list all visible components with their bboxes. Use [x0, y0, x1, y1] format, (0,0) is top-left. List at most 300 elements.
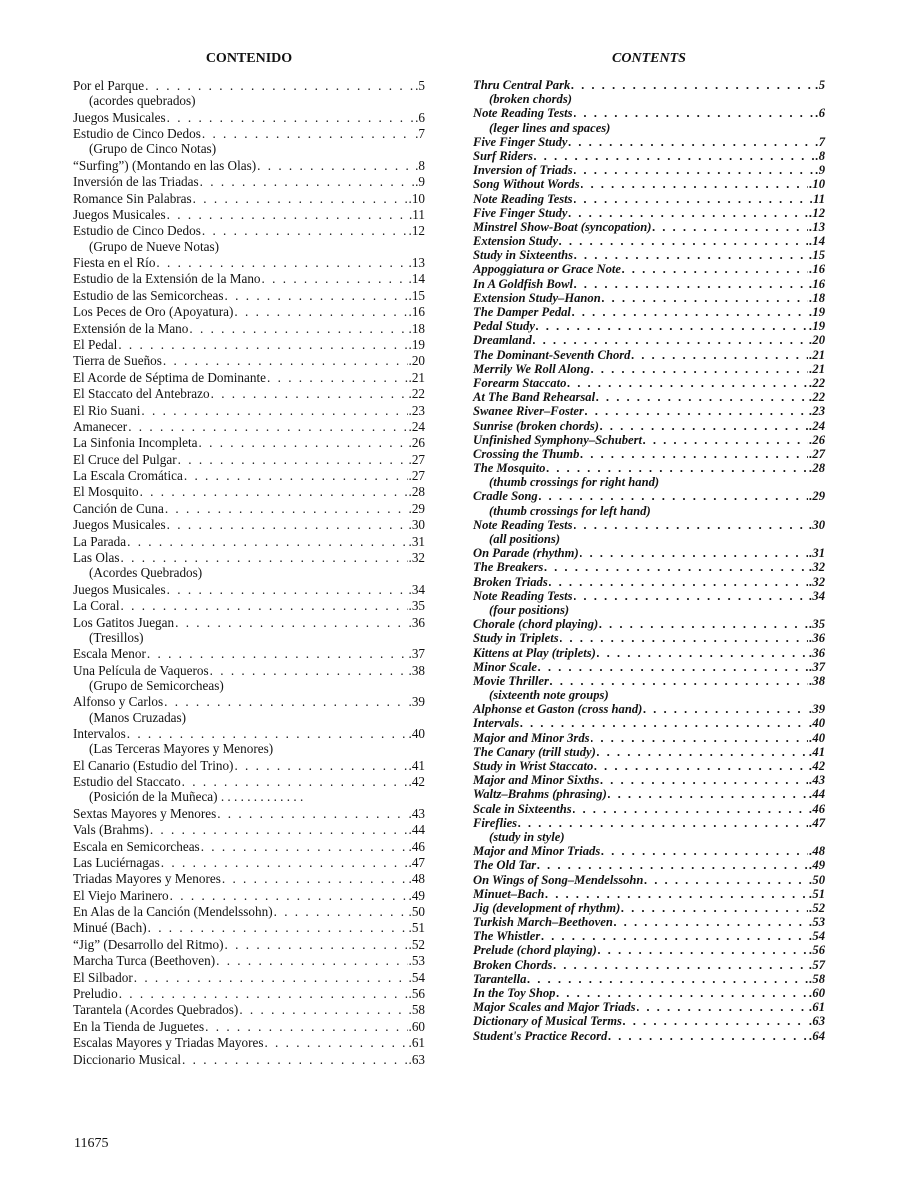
entry-title: Scale in Sixteenths [473, 801, 572, 816]
entry-title: The Whistler [473, 929, 541, 944]
entry-title: Juegos Musicales [73, 517, 166, 533]
dot-leader [148, 920, 408, 935]
dot-leader [560, 631, 809, 645]
page-number: .37 [408, 646, 425, 662]
toc-entry [473, 560, 825, 574]
entry-title: Fiesta en el Río [73, 255, 156, 271]
page-number: .32 [408, 550, 425, 566]
toc-line [73, 304, 425, 319]
toc-entry [73, 806, 425, 821]
toc-entry [473, 220, 825, 234]
entry-title: La Parada [73, 533, 127, 549]
toc-line [473, 773, 825, 787]
toc-entry [473, 419, 825, 433]
page-number: .5 [415, 78, 425, 93]
toc-line [73, 321, 425, 336]
entry-title: Prelude (chord playing) [473, 943, 597, 958]
toc-entry [473, 674, 825, 702]
entry-title: Major Scales and Major Triads [473, 1000, 636, 1015]
dot-leader [568, 135, 814, 149]
toc-entry [473, 106, 825, 134]
entry-title: Triadas Mayores y Menores [73, 871, 221, 887]
toc-entry [473, 929, 825, 943]
toc-line [473, 674, 825, 688]
entry-title: Alphonse et Gaston (cross hand) [473, 702, 643, 717]
dot-leader [574, 248, 808, 262]
toc-entry [473, 702, 825, 716]
toc-entry [473, 546, 825, 560]
english-contents-column [473, 48, 825, 1043]
toc-line [73, 501, 425, 516]
entry-title: Vals (Brahms) [73, 822, 149, 838]
page-number: .9 [815, 163, 825, 178]
toc-entry [73, 207, 425, 222]
toc-line [73, 1002, 425, 1017]
dot-leader [608, 787, 808, 801]
toc-line [73, 694, 425, 709]
toc-line [73, 920, 425, 935]
dot-leader [182, 1052, 407, 1067]
entry-title: Surf Riders [473, 148, 533, 163]
dot-leader [614, 915, 808, 929]
toc-entry [73, 452, 425, 467]
dot-leader [234, 758, 407, 773]
page-number: .53 [408, 953, 425, 969]
toc-line [73, 871, 425, 886]
dot-leader [623, 1014, 808, 1028]
toc-entry [73, 726, 425, 757]
dot-leader [199, 435, 408, 450]
page-number: .22 [809, 390, 825, 405]
toc-entry [473, 617, 825, 631]
spanish-entry-list [73, 78, 425, 1067]
toc-line [73, 517, 425, 532]
page-number: .54 [809, 929, 825, 944]
toc-line [73, 615, 425, 630]
entry-title: “Jig” (Desarrollo del Ritmo) [73, 936, 224, 952]
dot-leader [167, 207, 408, 222]
toc-line [73, 78, 425, 93]
dot-leader [608, 1029, 808, 1043]
entry-title: Pedal Study [473, 319, 535, 334]
entry-title: El Cruce del Pulgar [73, 451, 177, 467]
page-number: .7 [415, 126, 425, 142]
toc-entry [473, 192, 825, 206]
toc-entry [473, 873, 825, 887]
dot-leader [222, 871, 408, 886]
page-number: .63 [408, 1051, 425, 1067]
dot-leader [527, 972, 808, 986]
toc-line [473, 106, 825, 120]
page-number: .51 [408, 920, 425, 936]
entry-title: Study in Sixteenths [473, 248, 574, 263]
dot-leader [571, 78, 814, 92]
dot-leader [553, 958, 808, 972]
toc-entry [473, 631, 825, 645]
page-number: .16 [408, 304, 425, 320]
dot-leader [141, 403, 407, 418]
toc-entry [473, 958, 825, 972]
page-number: .12 [809, 205, 825, 220]
toc-entry [73, 855, 425, 870]
page-number: .37 [809, 659, 825, 674]
page-number: .26 [809, 432, 825, 447]
toc-entry [73, 1035, 425, 1050]
dot-leader [262, 271, 408, 286]
page-number: .8 [415, 157, 425, 173]
toc-line [473, 716, 825, 730]
entry-title: El Canario (Estudio del Trino) [73, 757, 234, 773]
dot-leader [597, 646, 808, 660]
dot-leader [545, 887, 808, 901]
entry-title: Alfonso y Carlos [73, 694, 164, 710]
entry-title: Movie Thriller [473, 673, 549, 688]
page-number: .29 [809, 489, 825, 504]
toc-line [473, 660, 825, 674]
page-number: .36 [809, 631, 825, 646]
toc-line [473, 986, 825, 1000]
toc-entry [473, 745, 825, 759]
toc-line [473, 248, 825, 262]
toc-entry [473, 489, 825, 517]
page-number: .50 [809, 872, 825, 887]
page-number: .18 [408, 320, 425, 336]
toc-line [473, 1014, 825, 1028]
dot-leader [643, 702, 808, 716]
toc-entry [73, 501, 425, 516]
dot-leader [574, 163, 815, 177]
page-number: .57 [809, 957, 825, 972]
entry-title: En Alas de la Canción (Mendelssohn) [73, 904, 273, 920]
toc-entry [73, 304, 425, 319]
toc-line [473, 958, 825, 972]
toc-entry [73, 484, 425, 499]
page-number: .14 [809, 234, 825, 249]
dot-leader [170, 888, 408, 903]
toc-line [73, 288, 425, 303]
dot-leader [546, 461, 808, 475]
entry-title: The Old Tar [473, 858, 537, 873]
entry-title: Estudio del Staccato [73, 774, 181, 790]
toc-entry [473, 319, 825, 333]
dot-leader [534, 149, 815, 163]
entry-title: The Breakers [473, 560, 544, 575]
page-number: .47 [408, 854, 425, 870]
entry-title: Student's Practice Record [473, 1028, 608, 1043]
page-number: .24 [809, 418, 825, 433]
toc-entry [73, 970, 425, 985]
entry-title: The Dominant-Seventh Chord [473, 347, 631, 362]
entry-title: La Escala Cromática [73, 468, 183, 484]
dot-leader [217, 806, 407, 821]
dot-leader [193, 191, 408, 206]
dot-leader [145, 78, 414, 93]
entry-title: Five Finger Study [473, 134, 568, 149]
toc-line [473, 192, 825, 206]
english-contents-heading: CONTENTS [612, 51, 686, 66]
toc-entry [473, 291, 825, 305]
entry-title: Note Reading Tests [473, 588, 573, 603]
toc-line [73, 1035, 425, 1050]
page-number: .14 [408, 271, 425, 287]
entry-title: Minué (Bach) [73, 920, 147, 936]
toc-line [473, 135, 825, 149]
entry-title: In A Goldfish Bowl [473, 276, 573, 291]
entry-title: Romance Sin Palabras [73, 190, 192, 206]
page-number: .42 [408, 774, 425, 790]
entry-title: Fireflies [473, 815, 518, 830]
entry-subtitle: (sixteenth note groups) [489, 688, 609, 703]
toc-entry [73, 822, 425, 837]
page-number: .60 [809, 986, 825, 1000]
page-number: .22 [809, 375, 825, 390]
dot-leader [239, 1002, 407, 1017]
dot-leader [574, 106, 815, 120]
entry-title: Escalas Mayores y Triadas Mayores [73, 1035, 264, 1051]
page-number: .30 [408, 517, 425, 533]
toc-line [473, 787, 825, 801]
toc-entry [473, 802, 825, 816]
toc-entry [73, 191, 425, 206]
entry-title: Los Peces de Oro (Apoyatura) [73, 304, 234, 320]
toc-entry [473, 972, 825, 986]
toc-line [473, 858, 825, 872]
page-number: .24 [408, 418, 425, 434]
toc-line [473, 560, 825, 574]
page-number: .26 [408, 435, 425, 451]
page-number: .48 [809, 844, 825, 859]
dot-leader [652, 220, 808, 234]
entry-title: Sunrise (broken chords) [473, 418, 599, 433]
toc-entry [473, 433, 825, 447]
toc-entry [473, 759, 825, 773]
page-number: .6 [415, 109, 425, 125]
dot-leader [202, 223, 408, 238]
entry-title: Tierra de Sueños [73, 353, 162, 369]
toc-entry [473, 887, 825, 901]
dot-leader [596, 390, 808, 404]
page-number: .53 [809, 915, 825, 930]
toc-line [73, 534, 425, 549]
entry-title: Song Without Words [473, 177, 580, 192]
toc-entry [73, 904, 425, 919]
page-number: .27 [408, 468, 425, 484]
toc-line [73, 726, 425, 741]
toc-line [473, 206, 825, 220]
toc-line [473, 731, 825, 745]
page-number: .7 [815, 134, 825, 149]
entry-title: Broken Triads [473, 574, 548, 589]
toc-line [73, 255, 425, 270]
toc-line [473, 1029, 825, 1043]
toc-line [473, 915, 825, 929]
page-number: .21 [408, 369, 425, 385]
toc-line [73, 774, 425, 789]
toc-entry [473, 915, 825, 929]
page-number: .10 [408, 190, 425, 206]
entry-title: The Mosquito [473, 461, 546, 476]
toc-line [473, 1000, 825, 1014]
page-number: .9 [415, 174, 425, 190]
entry-subtitle: (leger lines and spaces) [489, 120, 611, 135]
toc-entry [473, 262, 825, 276]
entry-title: Turkish March–Beethoven [473, 915, 613, 930]
toc-line [473, 575, 825, 589]
toc-entry [473, 248, 825, 262]
dot-leader [225, 937, 408, 952]
entry-title: Extension Study [473, 234, 559, 249]
page-number: .20 [809, 333, 825, 348]
entry-title: Minstrel Show-Boat (syncopation) [473, 219, 652, 234]
dot-leader [167, 110, 414, 125]
dot-leader [598, 943, 808, 957]
page-number: .43 [809, 773, 825, 788]
toc-entry [73, 419, 425, 434]
toc-line [473, 589, 825, 603]
entry-title: Broken Chords [473, 957, 553, 972]
dot-leader [594, 759, 808, 773]
dot-leader [127, 534, 407, 549]
entry-title: Five Finger Study [473, 205, 568, 220]
entry-title: Amanecer [73, 418, 128, 434]
page-number: .46 [408, 838, 425, 854]
toc-line [473, 319, 825, 333]
toc-line [73, 598, 425, 613]
toc-entry [73, 694, 425, 725]
toc-line [73, 370, 425, 385]
entry-title: El Rio Suani [73, 402, 141, 418]
dot-leader [211, 386, 408, 401]
toc-line [73, 386, 425, 401]
toc-entry [73, 353, 425, 368]
page-number: .56 [809, 943, 825, 958]
entry-title: Una Película de Vaqueros [73, 662, 209, 678]
entry-title: On Parade (rhythm) [473, 546, 579, 561]
toc-entry [473, 660, 825, 674]
page-number: .52 [408, 936, 425, 952]
dot-leader [257, 158, 414, 173]
toc-entry [473, 901, 825, 915]
page-number: .49 [408, 887, 425, 903]
entry-title: Study in Wrist Staccato [473, 759, 594, 773]
dot-leader [537, 858, 808, 872]
entry-title: La Coral [73, 598, 120, 614]
page-number: .11 [409, 206, 425, 222]
toc-line [473, 362, 825, 376]
entry-title: Swanee River–Foster [473, 404, 584, 419]
page-number: .39 [408, 694, 425, 710]
entry-title: Estudio de Cinco Dedos [73, 223, 201, 239]
page-number: .41 [408, 757, 425, 773]
dot-leader [574, 192, 809, 206]
toc-entry [73, 663, 425, 694]
toc-line [473, 177, 825, 191]
toc-line [473, 333, 825, 347]
toc-line [473, 631, 825, 645]
toc-entry [73, 758, 425, 773]
dot-leader [225, 288, 408, 303]
toc-line [473, 419, 825, 433]
toc-entry [473, 404, 825, 418]
toc-line [473, 163, 825, 177]
toc-entry [473, 716, 825, 730]
toc-entry [73, 582, 425, 597]
toc-entry [73, 1002, 425, 1017]
entry-title: Extensión de la Mano [73, 320, 189, 336]
toc-entry [73, 468, 425, 483]
dot-leader [536, 319, 808, 333]
page-number: .27 [809, 446, 825, 461]
entry-title: El Mosquito [73, 484, 139, 500]
toc-entry [473, 447, 825, 461]
entry-title: Intervals [473, 716, 520, 731]
entry-title: Tarantela (Acordes Quebrados) [73, 1002, 239, 1018]
entry-title: Kittens at Play (triplets) [473, 645, 596, 660]
entry-title: On Wings of Song–Mendelssohn [473, 872, 644, 887]
dot-leader [572, 305, 808, 319]
entry-subtitle: (thumb crossings for left hand) [489, 503, 651, 518]
dot-leader [128, 419, 407, 434]
page-number: .43 [408, 805, 425, 821]
toc-line [73, 822, 425, 837]
dot-leader [119, 986, 408, 1001]
dot-leader [567, 376, 808, 390]
page-number: .61 [809, 1000, 825, 1015]
entry-subtitle: (Acordes Quebrados) [89, 565, 203, 581]
page-number: .23 [408, 402, 425, 418]
toc-entry [73, 435, 425, 450]
dot-leader [150, 822, 408, 837]
entry-title: Estudio de Cinco Dedos [73, 126, 201, 142]
entry-title: Juegos Musicales [73, 581, 166, 597]
dot-leader [518, 816, 808, 830]
entry-title: Chorale (chord playing) [473, 617, 599, 632]
toc-line [473, 816, 825, 830]
toc-entry [73, 871, 425, 886]
page-number: .40 [809, 730, 825, 745]
dot-leader [140, 484, 408, 499]
toc-entry [473, 461, 825, 489]
entry-title: Intervalos [73, 725, 126, 741]
toc-line [473, 376, 825, 390]
dot-leader [121, 550, 408, 565]
toc-entry [73, 403, 425, 418]
page-number: .41 [809, 744, 825, 759]
toc-line [73, 484, 425, 499]
dot-leader [644, 873, 808, 887]
page-number: .19 [408, 336, 425, 352]
toc-entry [73, 255, 425, 270]
toc-entry [473, 844, 825, 858]
dot-leader [210, 663, 408, 678]
page-number: .32 [809, 560, 825, 575]
page-number: .58 [809, 971, 825, 986]
toc-line [73, 1052, 425, 1067]
toc-entry [73, 888, 425, 903]
entry-title: Tarantella [473, 971, 527, 986]
dot-leader [182, 774, 408, 789]
entry-title: Waltz–Brahms (phrasing) [473, 787, 607, 802]
dot-leader [541, 929, 808, 943]
toc-line [73, 353, 425, 368]
dot-leader [264, 1035, 407, 1050]
toc-entry [473, 348, 825, 362]
entry-title: Merrily We Roll Along [473, 361, 590, 376]
entry-title: Minuet–Bach [473, 886, 545, 901]
toc-line [73, 207, 425, 222]
page-number: .10 [809, 177, 825, 192]
dot-leader [621, 901, 808, 915]
